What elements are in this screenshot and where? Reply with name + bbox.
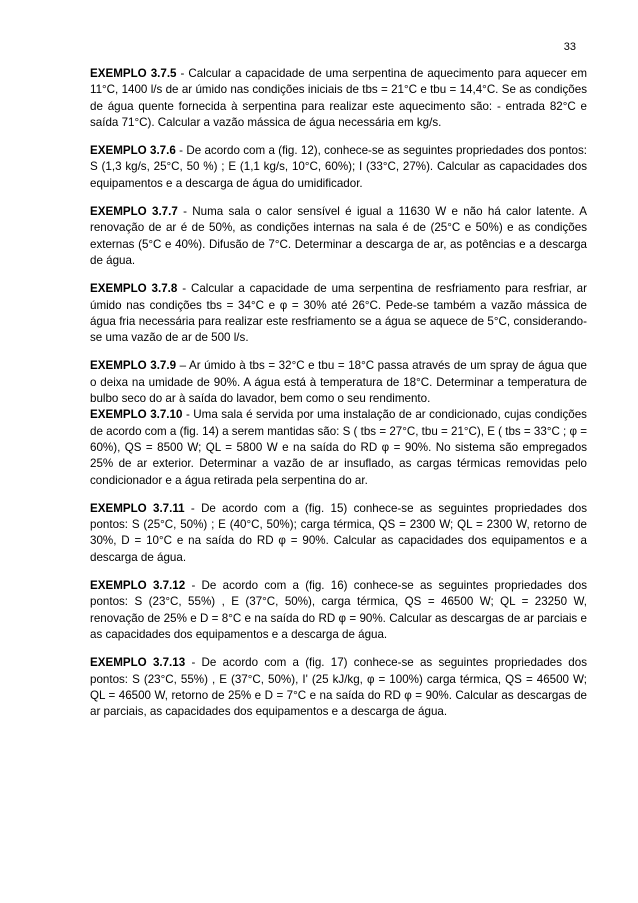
exercise-list — [90, 66, 587, 732]
example-text: – Ar úmido à tbs = 32°C e tbu = 18°C passa através de um spray de água que o deixa na umidade de 90%. A água está à temperatura de 18°C. Determinar a temperatura de bulbo seco do ar à saída do lavador, bem como o seu rendimento. — [90, 359, 587, 406]
example-text: - Calcular a capacidade de uma serpentina de aquecimento para aquecer em 11°C, 1400 l/s de ar úmido nas condições iniciais de tbs = 21°C e tbu = 14,4°C. Se as condições de água quente fornecida à serpentina para realizar este aquecimento são: - entrada 82°C e saída 71°C). Calcular a vazão mássica de água necessária em kg/s. — [90, 67, 587, 129]
example-3-7-8 — [90, 281, 587, 346]
example-3-7-5 — [90, 66, 587, 131]
example-3-7-11 — [90, 501, 587, 566]
example-3-7-9 — [90, 358, 587, 407]
example-text: - Uma sala é servida por uma instalação de ar condicionado, cujas condições de acordo com a (fig. 14) a serem mantidas são: S ( tbs = 27°C, tbu = 21°C), E ( tbs = 33°C ; φ = 60%), QS = 8500 W; QL = 5800 W e na saída do RD φ = 90%. No sistema são empregados 25% de ar exterior. Determinar a vazão de ar insuflado, as cargas térmicas removidas pelo condicionador e a água retirada pela serpentina do ar. — [90, 408, 587, 487]
example-3-7-12 — [90, 578, 587, 643]
example-label: EXEMPLO 3.7.8 — [90, 282, 178, 296]
example-label: EXEMPLO 3.7.7 — [90, 205, 178, 219]
example-label: EXEMPLO 3.7.12 — [90, 579, 186, 593]
example-label: EXEMPLO 3.7.5 — [90, 67, 177, 80]
example-3-7-13 — [90, 655, 587, 720]
example-3-7-6 — [90, 143, 587, 192]
example-label: EXEMPLO 3.7.6 — [90, 144, 176, 158]
example-3-7-7 — [90, 204, 587, 269]
page-number: 33 — [563, 41, 576, 53]
example-text: - De acordo com a (fig. 12), conhece-se as seguintes propriedades dos pontos: S (1,3 kg/s, 25°C, 50 %) ; E (1,1 kg/s, 10°C, 60%); I (33°C, 27%). Calcular as capacidades dos equipamentos e a descarga de água do umidificador. — [90, 144, 588, 190]
example-text: - De acordo com a (fig. 17) conhece-se as seguintes propriedades dos pontos: S (23°C, 55%) , E (37°C, 50%), I' (25 kJ/kg, φ = 100%) carga térmica, QS = 46500 W; QL = 46500 W, retorno de 25% e D = 7°C e na saída do RD φ = 90%. Calcular as descargas de ar parciais, as capacidades dos equipamentos e a descarga de água. — [90, 656, 587, 719]
example-text: - De acordo com a (fig. 15) conhece-se as seguintes propriedades dos pontos: S (25°C, 50%) ; E (40°C, 50%); carga térmica, QS = 2300 W; QL = 2300 W, retorno de 30%, D = 10°C e na saída do RD φ = 90%. Calcular as capacidades dos equipamentos e a descarga de água. — [90, 501, 587, 564]
example-label: EXEMPLO 3.7.9 — [90, 359, 177, 373]
example-text: - Calcular a capacidade de uma serpentina de resfriamento para resfriar, ar úmido nas condições tbs = 34°C e φ = 30% até 26°C. Pede-se também a vazão mássica de água fria necessária para realizar este resfriamento se a água se aquece de 5°C, considerando-se uma vazão de ar de 500 l/s. — [90, 282, 587, 345]
example-label: EXEMPLO 3.7.10 — [90, 408, 183, 422]
example-label: EXEMPLO 3.7.13 — [90, 656, 186, 670]
example-label: EXEMPLO 3.7.11 — [90, 501, 185, 515]
example-3-7-10 — [90, 407, 587, 488]
example-text: - De acordo com a (fig. 16) conhece-se as seguintes propriedades dos pontos: S (23°C, 55%) , E (37°C, 50%), carga térmica, QS = 46500 W; QL = 23250 W, renovação de 25% e D = 8°C e na saída do RD φ = 90%. Calcular as descargas de ar parciais e as capacidades dos equipamentos e a descarga de água. — [90, 579, 587, 641]
example-text: - Numa sala o calor sensível é igual a 11630 W e não há calor latente. A renovação de ar é de 50%, as condições internas na sala é de (25°C e 50%) e as condições externas (5°C e 40%). Difusão de 7°C. Determinar a descarga de ar, as potências e a descarga de água. — [90, 205, 587, 267]
